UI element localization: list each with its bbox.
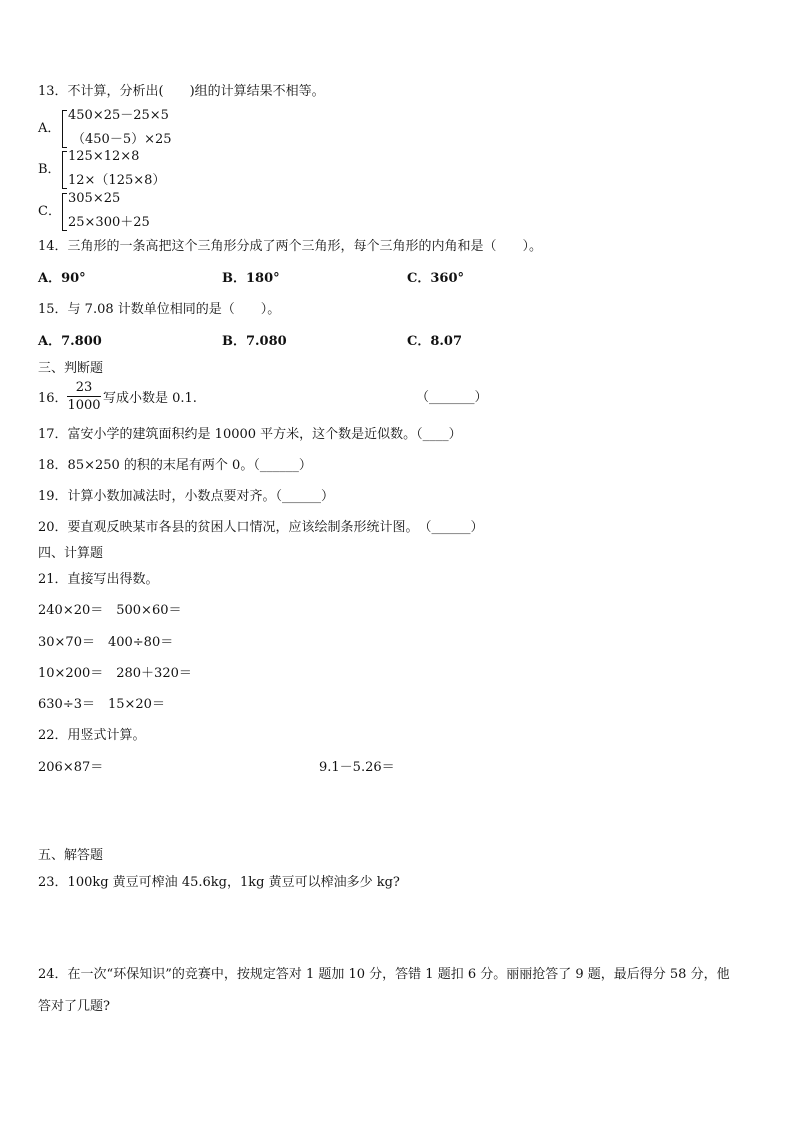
q13-option-b-line2: 12×（125×8） — [68, 173, 166, 188]
q13-option-c-line1: 305×25 — [68, 191, 121, 206]
q21-row-1: 240×20＝ 500×60＝ — [38, 603, 182, 618]
section-3-heading: 三、判断题 — [38, 361, 104, 376]
q13-option-a-line1: 450×25－25×5 — [68, 108, 169, 123]
section-5-heading: 五、解答题 — [38, 848, 104, 863]
q21-stem: 21．直接写出得数。 — [38, 572, 159, 587]
q14-option-a: A．90° — [38, 271, 86, 286]
section-4-heading: 四、计算题 — [38, 546, 104, 561]
q17-text: 17．富安小学的建筑面积约是 10000 平方米，这个数是近似数。（____） — [38, 427, 462, 442]
q21-row-4: 630÷3＝ 15×20＝ — [38, 697, 165, 712]
q13-option-b-line1: 125×12×8 — [68, 149, 140, 164]
q16-fraction — [67, 380, 101, 413]
q24-line-1: 24．在一次“环保知识”的竞赛中，按规定答对 1 题加 10 分，答错 1 题扣 6 分。丽丽抢答了 9 题，最后得分 58 分，他 — [38, 967, 730, 982]
q13-option-b-label: B． — [38, 162, 61, 177]
q13-stem: 13．不计算，分析出( )组的计算结果不相等。 — [38, 84, 325, 99]
q16-fraction-denominator: 1000 — [67, 398, 101, 413]
q16-answer-blank[interactable]: （_______） — [416, 390, 488, 405]
q18-text: 18．85×250 的积的末尾有两个 0。（______） — [38, 458, 312, 473]
q15-stem: 15．与 7.08 计数单位相同的是（ ）。 — [38, 302, 281, 317]
q13-option-a-label: A． — [38, 121, 61, 136]
q15-option-c: C．8.07 — [407, 334, 463, 349]
q24-line-2: 答对了几题? — [38, 999, 110, 1014]
q16-number: 16． — [38, 391, 68, 406]
q14-option-b: B．180° — [222, 271, 280, 286]
q14-option-c: C．360° — [407, 271, 464, 286]
q13-option-c-line2: 25×300＋25 — [68, 215, 150, 230]
q13-option-c-label: C． — [38, 204, 61, 219]
q16-fraction-bar — [67, 396, 101, 397]
q16-fraction-numerator: 23 — [75, 380, 93, 395]
q22-stem: 22．用竖式计算。 — [38, 728, 146, 743]
q13-option-c-brace — [62, 193, 67, 231]
q15-option-b: B．7.080 — [222, 334, 287, 349]
q15-option-a: A．7.800 — [38, 334, 102, 349]
q16-text: 写成小数是 0.1. — [103, 391, 197, 406]
q21-row-2: 30×70＝ 400÷80＝ — [38, 635, 174, 650]
q21-row-3: 10×200＝ 280＋320＝ — [38, 666, 192, 681]
q13-option-a-brace — [62, 110, 67, 148]
q22-left-expression: 206×87＝ — [38, 760, 104, 775]
q14-stem: 14．三角形的一条高把这个三角形分成了两个三角形，每个三角形的内角和是（ ）。 — [38, 239, 543, 254]
q19-text: 19．计算小数加减法时，小数点要对齐。（______） — [38, 489, 335, 504]
q13-option-a-line2: （450－5）×25 — [72, 132, 172, 147]
q20-text: 20．要直观反映某市各县的贫困人口情况，应该绘制条形统计图。 （______） — [38, 520, 484, 535]
q22-right-expression: 9.1－5.26＝ — [319, 760, 395, 775]
q23-text: 23．100kg 黄豆可榨油 45.6kg，1kg 黄豆可以榨油多少 kg? — [38, 875, 400, 890]
q13-option-b-brace — [62, 151, 67, 189]
